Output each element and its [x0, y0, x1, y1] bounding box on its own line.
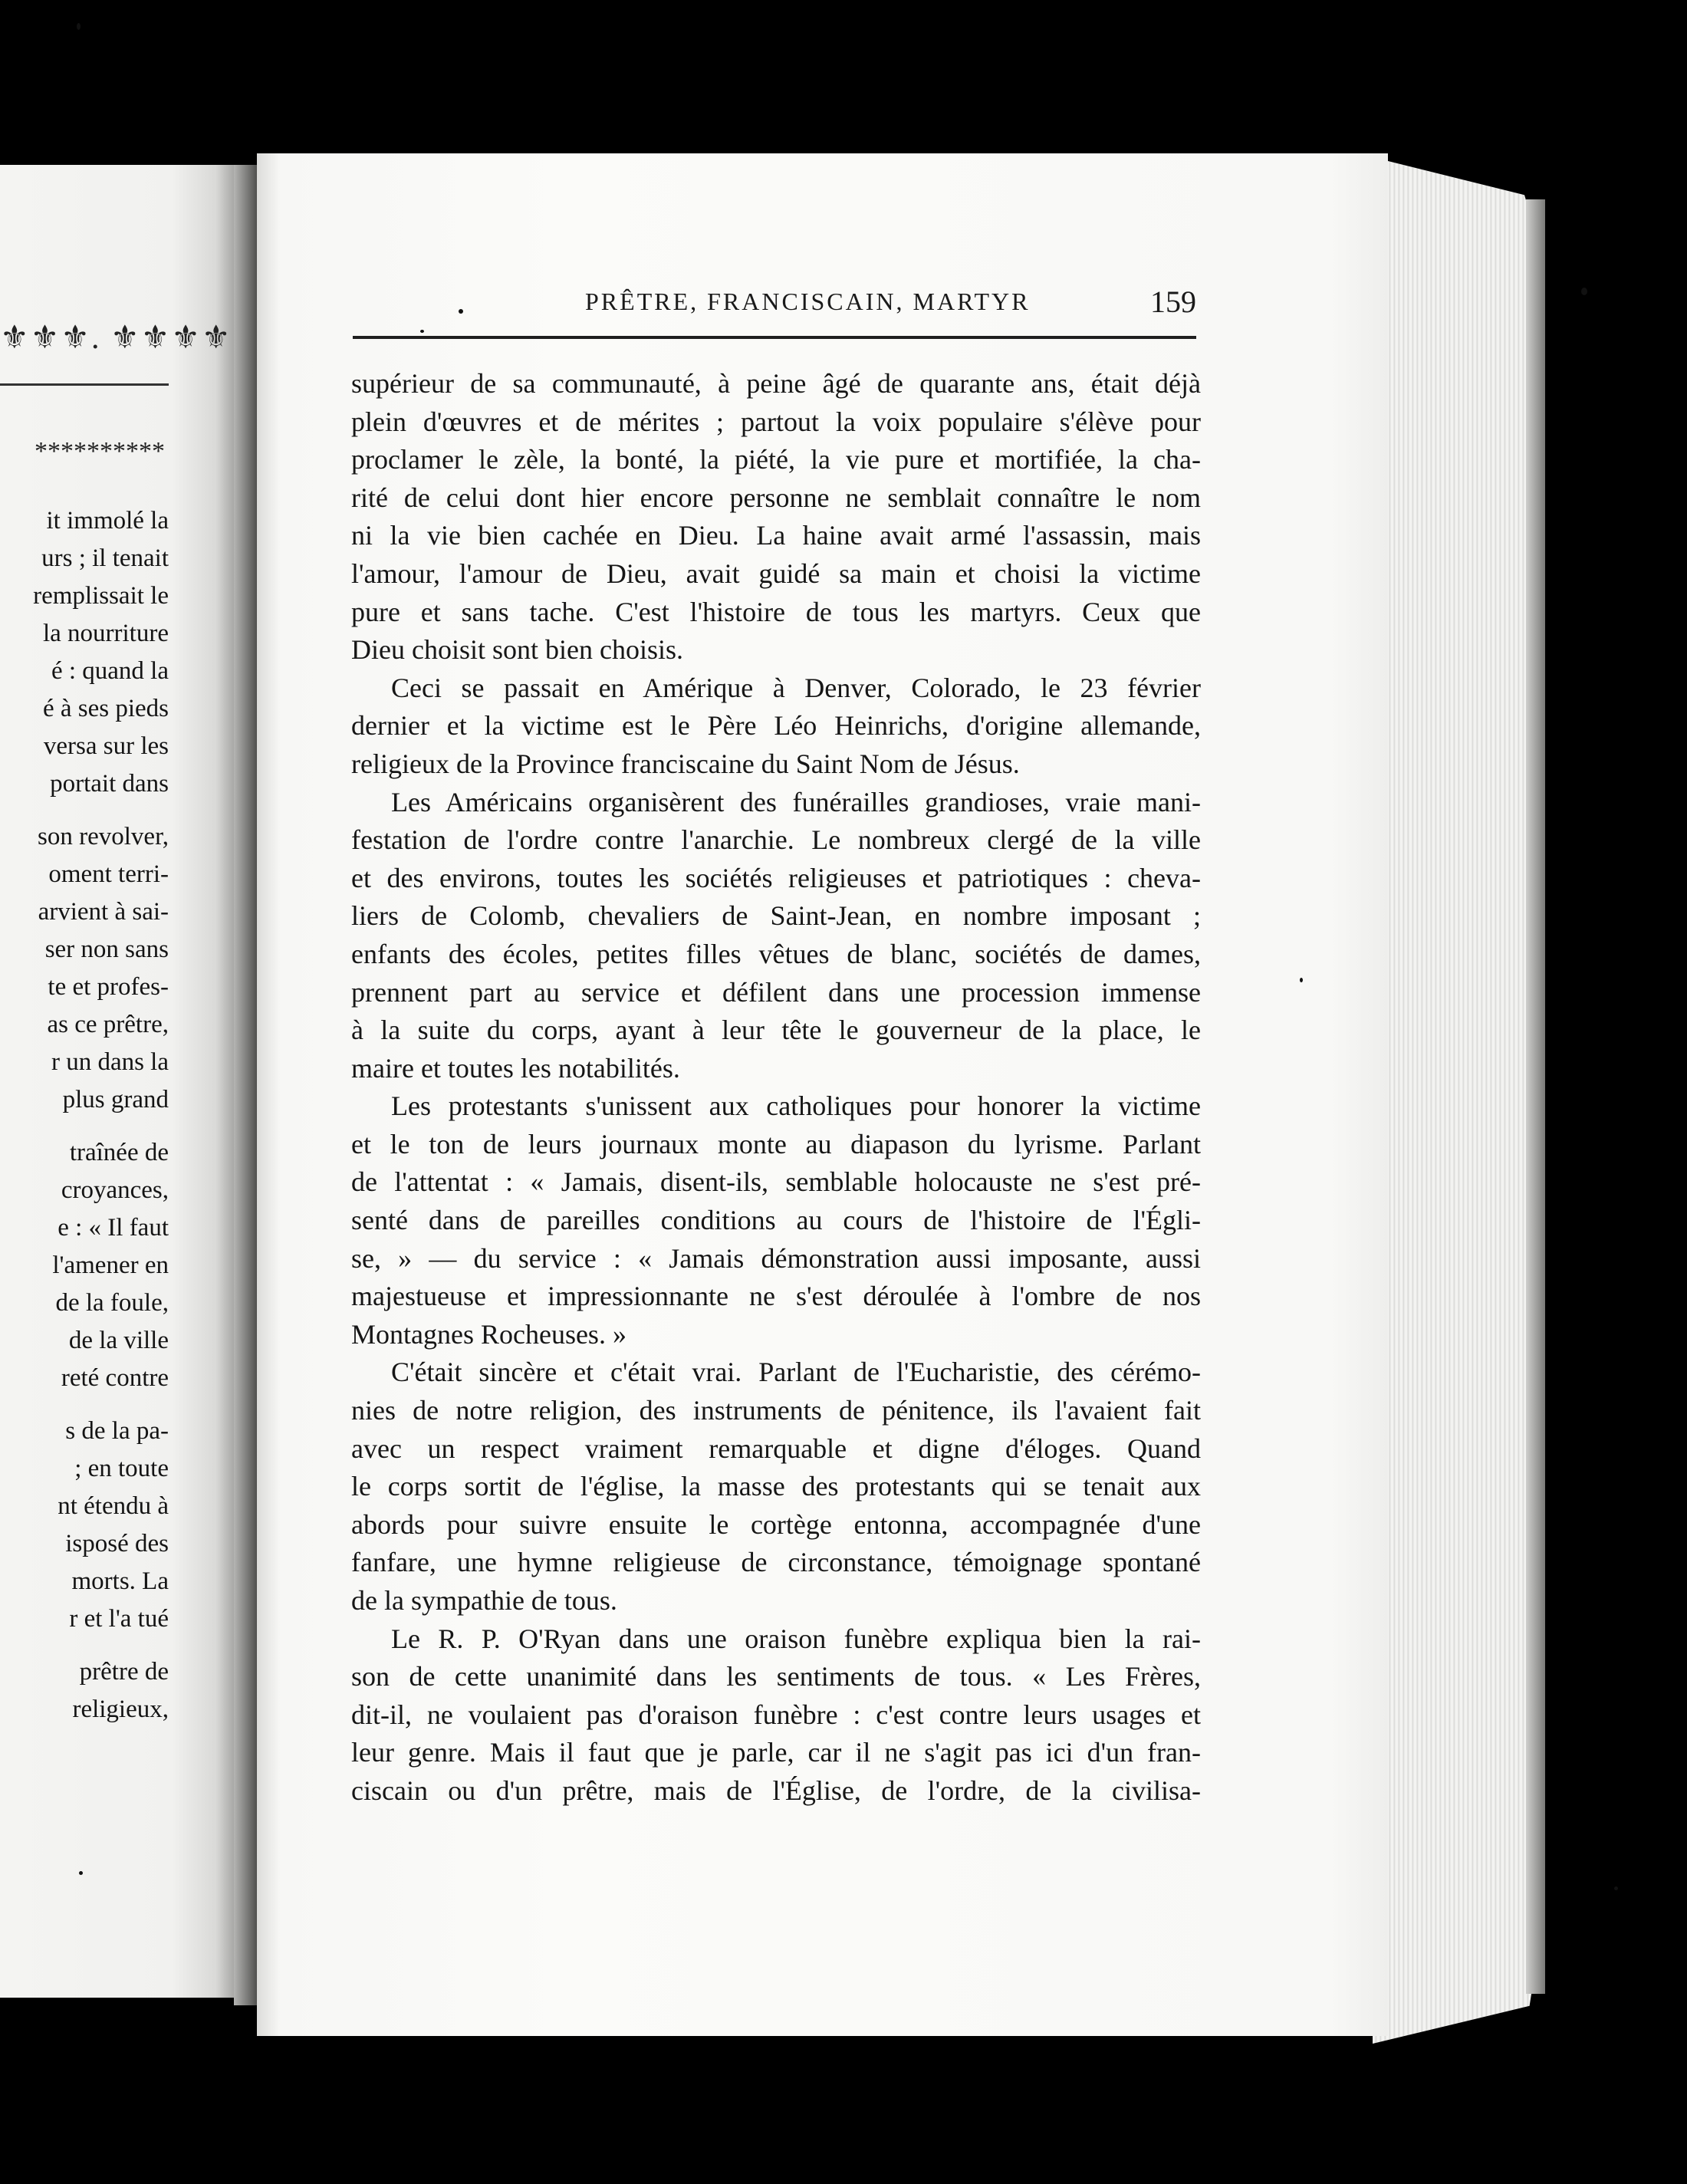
text-line: Le R. P. O'Ryan dans une oraison funèbre expliqua bien la rai- [391, 1623, 1201, 1654]
ink-speck [79, 1871, 83, 1875]
ink-speck [77, 23, 81, 30]
text-line: ni la vie bien cachée en Dieu. La haine avait armé l'assassin, mais [351, 520, 1201, 551]
text-line: prennent part au service et défilent dans une procession immense [351, 976, 1201, 1008]
left-page-line: e : « Il faut [58, 1214, 169, 1242]
left-page-line: remplissait le [33, 582, 169, 610]
left-page-line: te et profes- [48, 973, 169, 1001]
page-block-shadow [1526, 199, 1545, 1994]
left-page-line: prêtre de [79, 1658, 169, 1686]
text-line: de l'attentat : « Jamais, disent-ils, semblable holocauste ne s'est pré- [351, 1166, 1201, 1198]
left-page [0, 165, 245, 1998]
left-page-line: nt étendu à [58, 1492, 169, 1520]
left-page-line: traînée de [69, 1139, 169, 1166]
text-line: enfants des écoles, petites filles vêtues de blanc, sociétés de dames, [351, 938, 1201, 969]
left-page-line: versa sur les [43, 732, 169, 760]
text-line: liers de Colomb, chevaliers de Saint-Jean, en nombre imposant ; [351, 900, 1201, 932]
text-line: Montagnes Rocheuses. » [351, 1318, 626, 1350]
text-line: plein d'œuvres et de mérites ; partout la voix populaire s'élève pour [351, 406, 1201, 437]
text-line: maire et toutes les notabilités. [351, 1052, 680, 1084]
text-line: et le ton de leurs journaux monte au diapason du lyrisme. Parlant [351, 1128, 1201, 1159]
text-line: festation de l'ordre contre l'anarchie. Le nombreux clergé de la ville [351, 824, 1201, 856]
left-page-rule [0, 383, 169, 386]
paragraph-gap [0, 1119, 169, 1134]
text-line: proclamer le zèle, la bonté, la piété, la vie pure et mortifiée, la cha- [351, 444, 1201, 475]
left-page-line: ser non sans [44, 936, 169, 963]
fleur-de-lis-ornament: ⚜⚜⚜. ⚜⚜⚜⚜ [0, 321, 232, 356]
left-page-line: l'amener en [52, 1252, 169, 1279]
text-line: et des environs, toutes les sociétés religieuses et patriotiques : cheva- [351, 862, 1201, 893]
text-line: abords pour suivre ensuite le cortège entonna, accompagnée d'une [351, 1508, 1201, 1540]
text-line: religieux de la Province franciscaine du Saint Nom de Jésus. [351, 748, 1020, 779]
left-page-line: de la foule, [55, 1289, 169, 1317]
text-line: Les protestants s'unissent aux catholiques pour honorer la victime [391, 1090, 1201, 1122]
paragraph-gap [0, 1397, 169, 1413]
text-line: Les Américains organisèrent des funérailles grandioses, vraie mani- [391, 786, 1201, 817]
text-line: se, » — du service : « Jamais démonstration aussi imposante, aussi [351, 1242, 1201, 1274]
ink-speck [459, 309, 463, 314]
text-line: de la sympathie de tous. [351, 1585, 617, 1616]
left-page-line: r un dans la [51, 1048, 169, 1076]
text-line: l'amour, l'amour de Dieu, avait guidé sa main et choisi la victime [351, 558, 1201, 589]
left-page-line: arvient à sai- [38, 898, 169, 926]
left-page-line: plus grand [62, 1086, 169, 1113]
text-line: nies de notre religion, des instruments de pénitence, ils l'avaient fait [351, 1395, 1201, 1426]
left-page-line: de la ville [68, 1327, 169, 1354]
ink-speck [1300, 978, 1303, 982]
page-number: 159 [1150, 285, 1196, 319]
left-page-line: urs ; il tenait [41, 544, 169, 572]
text-line: ciscain ou d'un prêtre, mais de l'Église, de l'ordre, de la civilisa- [351, 1774, 1201, 1806]
left-page-line: é à ses pieds [42, 695, 169, 722]
text-line: avec un respect vraiment remarquable et digne d'éloges. Quand [351, 1432, 1201, 1464]
left-page-line: as ce prêtre, [47, 1011, 169, 1038]
page-block-edge [1373, 157, 1541, 2044]
left-page-line: reté contre [61, 1364, 169, 1392]
text-line: senté dans de pareilles conditions au cours de l'histoire de l'Égli- [351, 1205, 1201, 1236]
left-page-line: it immolé la [46, 507, 169, 534]
text-line: supérieur de sa communauté, à peine âgé de quarante ans, était déjà [351, 368, 1201, 399]
left-page-line: é : quand la [51, 657, 169, 685]
text-line: pure et sans tache. C'est l'histoire de tous les martyrs. Ceux que [351, 596, 1201, 627]
left-page-line: isposé des [65, 1530, 169, 1557]
text-line: C'était sincère et c'était vrai. Parlant de l'Eucharistie, des cérémo- [391, 1357, 1201, 1388]
text-line: son de cette unanimité dans les sentiments de tous. « Les Frères, [351, 1661, 1201, 1692]
left-page-line: portait dans [50, 770, 169, 798]
left-page-line: la nourriture [42, 620, 169, 647]
text-line: leur genre. Mais il faut que je parle, car il ne s'agit pas ici d'un fran- [351, 1737, 1201, 1768]
text-line: dit-il, ne voulaient pas d'oraison funèbre : c'est contre leurs usages et [351, 1699, 1201, 1730]
left-page-line: croyances, [61, 1176, 169, 1204]
ink-speck [420, 330, 424, 333]
text-line: fanfare, une hymne religieuse de circonstance, témoignage spontané [351, 1547, 1201, 1578]
asterisk-divider: ********** [35, 437, 165, 465]
text-line: rité de celui dont hier encore personne ne semblait connaître le nom [351, 482, 1201, 513]
text-line: Ceci se passait en Amérique à Denver, Colorado, le 23 février [391, 672, 1201, 703]
left-page-line: son revolver, [38, 823, 169, 850]
text-line: dernier et la victime est le Père Léo Heinrichs, d'origine allemande, [351, 710, 1201, 742]
left-page-text-column [0, 502, 169, 1728]
running-head-title: PRÊTRE, FRANCISCAIN, MARTYR [585, 288, 1031, 315]
left-page-line: r et l'a tué [69, 1605, 169, 1633]
running-head-rule [353, 336, 1196, 339]
text-line: à la suite du corps, ayant à leur tête le gouverneur de la place, le [351, 1015, 1201, 1046]
paragraph-gap [0, 803, 169, 818]
left-page-line: s de la pa- [65, 1417, 169, 1445]
right-page-body-text [351, 365, 1201, 1811]
text-line: Dieu choisit sont bien choisis. [351, 634, 683, 666]
left-page-line: religieux, [72, 1696, 169, 1723]
left-page-line: morts. La [71, 1567, 169, 1595]
text-line: majestueuse et impressionnante ne s'est déroulée à l'ombre de nos [351, 1281, 1201, 1312]
paragraph-gap [0, 1638, 169, 1653]
ink-speck [1614, 1886, 1618, 1890]
left-page-line: oment terri- [48, 860, 169, 888]
text-line: le corps sortit de l'église, la masse des protestants qui se tenait aux [351, 1471, 1201, 1502]
left-page-line: ; en toute [74, 1455, 169, 1482]
ink-speck [1581, 288, 1587, 295]
